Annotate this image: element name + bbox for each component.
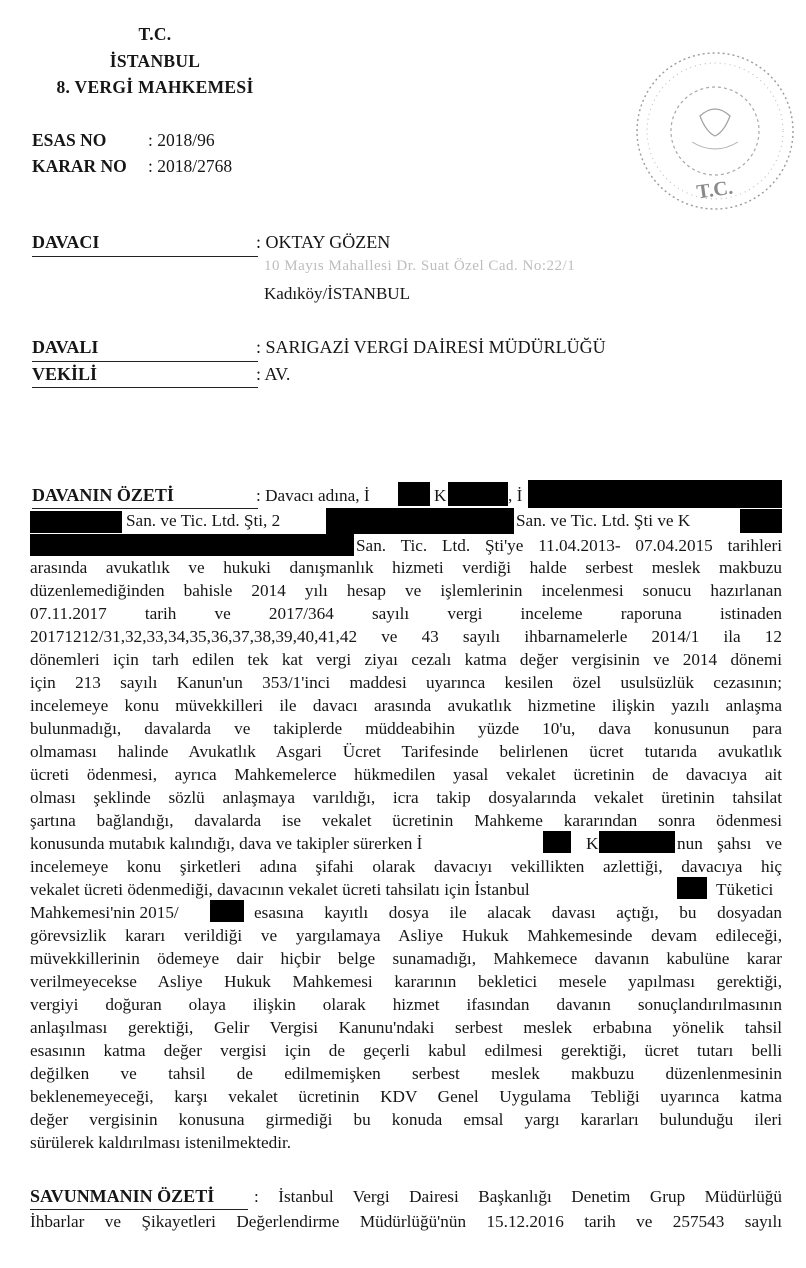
summary-line-1b: K	[434, 486, 447, 505]
summary-line-23: vergiyi doğuran olaya ilişkin olarak hizmet ifasından davanın sonuçlandırılmasının	[30, 995, 782, 1014]
summary-line-16b: K	[586, 834, 599, 853]
davali-underline	[32, 361, 258, 362]
redaction-box	[528, 480, 782, 508]
summary-line-5: düzenlemediğinden bahisle 2014 yılı hesap ve işlemlerinin incelenmesi sonucu hazırlanan	[30, 581, 782, 600]
summary-line-25: esasının katma değer vergisi için de geçerli kabul edilmesi gerektiği, ücret tutarı belli	[30, 1041, 782, 1060]
defense-label: SAVUNMANIN ÖZETİ	[30, 1186, 215, 1206]
summary-line-11: bulunmadığı, davalarda ve takiplerde müddeabihin yüzde 10'u, dava konusunun para	[30, 719, 782, 738]
redaction-box	[448, 482, 508, 506]
summary-line-7: 20171212/31,32,33,34,35,36,37,38,39,40,41,42 ve 43 sayılı ihbarnamelerle 2014/1 ila 12	[30, 627, 782, 646]
vekili-value: : AV.	[256, 364, 291, 384]
summary-line-1a: : Davacı adına, İ	[256, 486, 370, 505]
summary-line-26: değilken ve tahsil de edilmemişken serbest meslek makbuzu düzenlenmesinin	[30, 1064, 782, 1083]
davali-value: : SARIGAZİ VERGİ DAİRESİ MÜDÜRLÜĞÜ	[256, 337, 606, 357]
summary-line-2b: San. ve Tic. Ltd. Şti ve K	[516, 511, 691, 530]
summary-line-3a: San. Tic. Ltd. Şti'ye 11.04.2013- 07.04.2015 tarihleri	[356, 536, 782, 555]
summary-line-8: dönemleri için tarh edilen tek kat vergi ziyaı cezalı katma değer vergisinin ve 2014 dönemi	[30, 650, 782, 669]
country-heading: T.C.	[138, 24, 172, 44]
summary-line-16c: nun şahsı ve	[677, 834, 782, 853]
court-heading: 8. VERGİ MAHKEMESİ	[56, 77, 254, 97]
redaction-box	[599, 831, 675, 853]
davaci-label: DAVACI	[32, 232, 100, 252]
redaction-box	[30, 534, 354, 556]
redaction-box	[30, 511, 122, 533]
summary-line-22: verilmeyecekse Asliye Hukuk Mahkemesi kararının bekletici mesele yapılması gerektiği,	[30, 972, 782, 991]
defense-line-2: İhbarlar ve Şikayetleri Değerlendirme Müdürlüğü'nün 15.12.2016 tarih ve 257543 sayılı	[30, 1212, 782, 1231]
summary-line-6: 07.11.2017 tarih ve 2017/364 sayılı vergi inceleme raporuna istinaden	[30, 604, 782, 623]
summary-line-21: müvekkillerinin ödemeye dair hiçbir belge sunamadığı, Mahkemece davanın kabulüne karar	[30, 949, 782, 968]
redaction-box	[210, 900, 244, 922]
summary-line-20: görevsizlik kararı verildiği ve yargılamaya Asliye Hukuk Mahkemesinde devam edileceği,	[30, 926, 782, 945]
esas-label: ESAS NO	[32, 130, 107, 150]
redaction-box	[326, 508, 514, 534]
vekili-underline	[32, 387, 258, 388]
summary-line-19a: Mahkemesi'nin 2015/	[30, 903, 179, 922]
summary-line-2a: San. ve Tic. Ltd. Şti, 2	[126, 511, 281, 530]
redaction-box	[740, 509, 782, 533]
summary-line-16a: konusunda mutabık kalındığı, dava ve takipler sürerken İ	[30, 834, 423, 853]
summary-line-18b: Tüketici	[716, 880, 774, 899]
esas-value: : 2018/96	[148, 130, 215, 150]
defense-line-1: : İstanbul Vergi Dairesi Başkanlığı Denetim Grup Müdürlüğü	[254, 1187, 782, 1206]
davaci-name: : OKTAY GÖZEN	[256, 232, 391, 252]
summary-line-4: arasında avukatlık ve hukuki danışmanlık hizmeti verdiği halde serbest meslek makbuzu	[30, 558, 782, 577]
summary-line-9: için 213 sayılı Kanun'un 353/1'inci maddesi uyarınca kesilen özel usulsüzlük cezasının;	[30, 673, 782, 692]
karar-value: : 2018/2768	[148, 156, 233, 176]
davali-label: DAVALI	[32, 337, 99, 357]
summary-line-24: anlaşılması gerektiği, Gelir Vergisi Kanunu'ndaki serbest meslek erbabına yönelik tahsil	[30, 1018, 782, 1037]
summary-line-17: incelemeye konu şirketleri adına şifahi olarak davacıyı vekillikten azlettiği, davacıya hiç	[30, 857, 782, 876]
redaction-box	[398, 482, 430, 506]
summary-underline	[32, 508, 258, 509]
vekili-label: VEKİLİ	[32, 364, 98, 384]
redaction-box	[677, 877, 707, 899]
summary-line-13: ücreti ödenmesi, ayrıca Mahkemelerce hükmedilen yasal vekalet ücretinin de davacıya ait	[30, 765, 782, 784]
city-heading: İSTANBUL	[109, 51, 201, 71]
summary-line-14: olması şeklinde sözlü anlaşmaya varıldığı, icra takip dosyalarında vekalet üretinin tahsilat	[30, 788, 782, 807]
summary-line-10: incelemeye konu müvekkilleri ile davacı arasında avukatlık hizmetine ilişkin yazılı anlaşma	[30, 696, 782, 715]
davaci-underline	[32, 256, 258, 257]
davaci-city: Kadıköy/İSTANBUL	[264, 284, 410, 303]
summary-last-line: sürülerek kaldırılması istenilmektedir.	[30, 1133, 292, 1152]
seal-text: T.C.	[695, 176, 735, 204]
summary-line-12: olmaması halinde Avukatlık Asgari Ücret Tarifesinde belirlenen ücret tutarıda avukatlık	[30, 742, 782, 761]
davaci-address-faint: 10 Mayıs Mahallesi Dr. Suat Özel Cad. No:22/1	[264, 258, 576, 274]
summary-line-15: şartına bağlandığı, davalarda ise vekalet ücretinin Mahkeme kararından sonra ödenmesi	[30, 811, 782, 830]
karar-label: KARAR NO	[32, 156, 127, 176]
summary-line-27: beklenemeyeceği, karşı vekalet ücretinin KDV Genel Uygulama Tebliği uyarınca katma	[30, 1087, 782, 1106]
summary-line-19b: esasına kayıtlı dosya ile alacak davası açtığı, bu dosyadan	[254, 903, 782, 922]
court-seal	[630, 42, 800, 220]
summary-line-1c: , İ	[508, 486, 523, 505]
summary-line-28: değer vergisinin konusuna girmediği bu konuda emsal yargı kararları bulunduğu ileri	[30, 1110, 782, 1129]
summary-line-18a: vekalet ücreti ödenmediği, davacının vekalet ücreti tahsilatı için İstanbul	[30, 880, 530, 899]
summary-label: DAVANIN ÖZETİ	[32, 485, 174, 505]
defense-underline	[30, 1209, 248, 1210]
redaction-box	[543, 831, 571, 853]
